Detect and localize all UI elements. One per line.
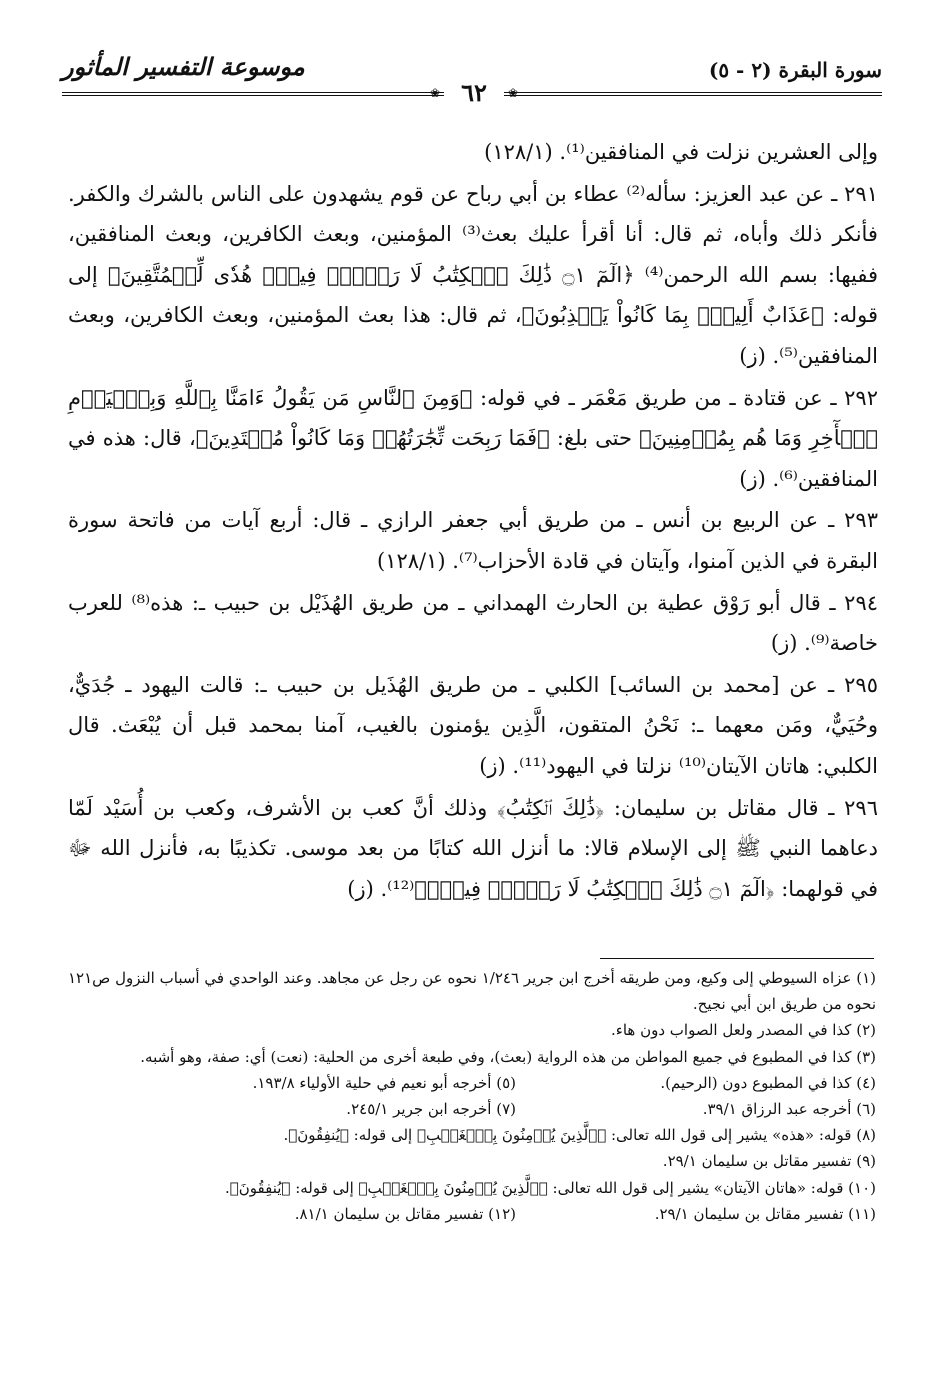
footnote-5: (٥) أخرجه أبو نعيم في حلية الأولياء ١٩٣/٨.: [252, 1073, 516, 1092]
footnote-2: (٢) كذا في المصدر ولعل الصواب دون هاء.: [611, 1021, 876, 1040]
footnote-row-4-5: [68, 1070, 876, 1096]
page-header: [62, 52, 882, 107]
footnote-4: (٤) كذا في المطبوع دون (الرحيم).: [660, 1073, 876, 1092]
header-rule-left: [62, 92, 462, 96]
footnote-12: (١٢) تفسير مقاتل بن سليمان ٨١/١.: [294, 1204, 516, 1223]
entry-291: ٢٩١ ـ عن عبد العزيز: سأله⁽²⁾ عطاء بن أبي رباح عن قوم يشهدون على الناس بالشرك والكفر. فأنكر ذلك وأباه، ثم قال: أنا أقرأ عليك بعث⁽³⁾ المؤمنين، وبعث الكافرين، وبعث المنافقين، ففيها: بسم الله الرحمن⁽⁴⁾ ﴿الٓمٓ ۝١ ذَٰلِكَ ٱلۡكِتَٰبُ لَا رَيۡبَۛ فِيهِۛ هُدٗى لِّلۡمُتَّقِينَ﴾ إلى قوله: ﴿عَذَابٌ أَلِيمُۢ بِمَا كَانُواْ يَكۡذِبُونَ﴾، ثم قال: هذا بعث المؤمنين، وبعث الكافرين، وبعث المنافقين⁽⁵⁾. (ز): [68, 181, 879, 368]
footnote-10: (١٠) قوله: «هاتان الآيتان» يشير إلى قول الله تعالى: ﴿ٱلَّذِينَ يُؤۡمِنُونَ بِٱلۡغَيۡبِ﴾ إلى قوله: ﴿يُنفِقُونَ﴾.: [225, 1178, 876, 1197]
header-rule-right: [482, 92, 882, 96]
entry-296: ٢٩٦ ـ قال مقاتل بن سليمان: ﴿ذَٰلِكَ ٱلۡكِتَٰبُ﴾ وذلك أنَّ كعب بن الأشرف، وكعب بن أُسَيْد لَمّا دعاهما النبي ﷺ إلى الإسلام قالا: ما أنزل الله كتابًا من بعد موسى. تكذيبًا به، فأنزل الله ﷻ في قولهما: ﴿الٓمٓ ۝١ ذَٰلِكَ ٱلۡكِتَٰبُ لَا رَيۡبَۛ فِيهِۛ﴾⁽¹²⁾. (ز): [68, 795, 878, 901]
entry-295: ٢٩٥ ـ عن [محمد بن السائب] الكلبي ـ من طريق الهُذَيل بن حبيب ـ: قالت اليهود ـ جُدَيٌّ، وحُيَيٌّ، ومَن معهما ـ: نَحْنُ المتقون، الَّذِين يؤمنون بالغيب، آمنا بمحمد قبل أن يُبْعَث. قال الكلبي: هاتان الآيتان⁽¹⁰⁾ نزلتا في اليهود⁽¹¹⁾. (ز): [68, 672, 878, 778]
footnote-row-6-7: [68, 1096, 876, 1122]
ornament-icon: ❀: [508, 86, 519, 100]
surah-title: سورة البقرة (٢ - ٥): [708, 58, 882, 82]
entry-continuation: وإلى العشرين نزلت في المنافقين⁽¹⁾. (١٢٨/١): [484, 140, 878, 164]
entry-293: ٢٩٣ ـ عن الربيع بن أنس ـ من طريق أبي جعفر الرازي ـ قال: أربع آيات من فاتحة سورة البقرة في الذين آمنوا، وآيتان في قادة الأحزاب⁽⁷⁾. (١٢٨/١): [68, 508, 878, 573]
footnote-7: (٧) أخرجه ابن جرير ٢٤٥/١.: [346, 1100, 516, 1119]
footnote-1: (١) عزاه السيوطي إلى وكيع، ومن طريقه أخرج ابن جرير ١/٢٤٦ نحوه عن رجل عن مجاهد. وعند الواحدي في أسباب النزول ص١٢١ نحوه من طريق ابن أبي نجيح.: [68, 969, 876, 1014]
footnotes: [68, 965, 876, 1227]
page-number: ٦٢: [444, 78, 504, 107]
footnote-6: (٦) أخرجه عبد الرزاق ٣٩/١.: [702, 1100, 876, 1119]
footnote-3: (٣) كذا في المطبوع في جميع المواطن من هذه الرواية (بعث)، وفي طبعة أخرى من الحلية: (نعت) أي: صفة، وهو أشبه.: [140, 1047, 876, 1066]
entry-294: ٢٩٤ ـ قال أبو رَوْق عطية بن الحارث الهمداني ـ من طريق الهُذَيْل بن حبيب ـ: هذه⁽⁸⁾ للعرب خاصة⁽⁹⁾. (ز): [68, 590, 879, 656]
footnote-11: (١١) تفسير مقاتل بن سليمان ٢٩/١.: [654, 1204, 876, 1223]
footnote-8: (٨) قوله: «هذه» يشير إلى قول الله تعالى: ﴿ٱلَّذِينَ يُؤۡمِنُونَ بِٱلۡغَيۡبِ﴾ إلى قوله: ﴿يُنفِقُونَ﴾.: [283, 1126, 876, 1145]
book-title: موسوعة التفسير المأثور: [62, 52, 305, 81]
footnote-9: (٩) تفسير مقاتل بن سليمان ٢٩/١.: [662, 1152, 876, 1171]
entry-292: ٢٩٢ ـ عن قتادة ـ من طريق مَعْمَر ـ في قوله: ﴿وَمِنَ ٱلنَّاسِ مَن يَقُولُ ءَامَنَّا بِٱللَّهِ وَبِٱلۡيَوۡمِ ٱلۡأٓخِرِ وَمَا هُم بِمُؤۡمِنِينَ﴾ حتى بلغ: ﴿فَمَا رَبِحَت تِّجَٰرَتُهُمۡ وَمَا كَانُواْ مُهۡتَدِينَ﴾، قال: هذه في المنافقين⁽⁶⁾. (ز): [68, 385, 878, 491]
footnote-separator: [600, 958, 874, 959]
footnote-row-11-12: [68, 1201, 876, 1227]
main-text: [68, 132, 878, 909]
ornament-icon: ❀: [430, 86, 441, 100]
